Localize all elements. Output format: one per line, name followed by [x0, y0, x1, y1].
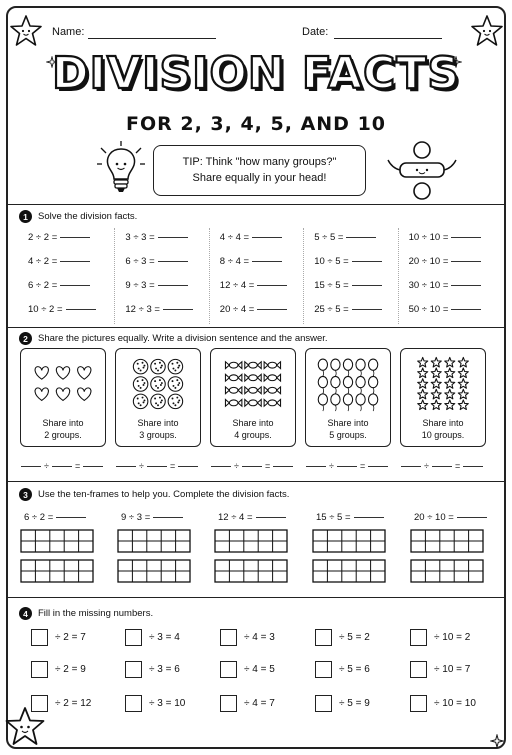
fact-text: 12 ÷ 4 =	[218, 512, 253, 523]
equals-sign: =	[454, 461, 461, 471]
missing-number-row	[410, 695, 476, 712]
section-1-heading	[19, 210, 137, 223]
equation-text: ÷ 10 = 2	[434, 632, 471, 643]
answer-blank[interactable]	[337, 466, 357, 467]
answer-blank[interactable]	[252, 261, 282, 262]
equation-text: ÷ 2 = 9	[55, 664, 86, 675]
tip-line-2: Share equally in your head!	[192, 172, 327, 184]
cookie-icon	[133, 377, 148, 392]
answer-blank[interactable]	[52, 466, 72, 467]
fact-text: 10 ÷ 2 =	[28, 304, 63, 315]
fact-row	[220, 276, 303, 300]
heart-icon	[35, 388, 48, 401]
balloon-icon	[318, 394, 327, 411]
answer-box[interactable]	[410, 695, 427, 712]
card-line-2: 10 groups.	[421, 430, 465, 440]
card-line-2: 3 groups.	[139, 430, 177, 440]
picture-group	[21, 355, 105, 413]
answer-blank[interactable]	[257, 285, 287, 286]
answer-blank[interactable]	[21, 466, 41, 467]
balloon-icon	[368, 359, 377, 376]
fact-text: 20 ÷ 10 =	[414, 512, 454, 523]
fact-row	[28, 300, 114, 324]
cookie-icon	[168, 394, 183, 409]
fact-text: 4 ÷ 4 =	[219, 232, 250, 243]
balloon-icon	[318, 359, 327, 376]
answer-blank[interactable]	[256, 517, 286, 518]
fact-text: 20 ÷ 4 =	[219, 304, 255, 315]
facts-column	[303, 228, 397, 324]
section-4-heading	[19, 607, 153, 620]
card-instruction	[306, 417, 390, 441]
section-divider	[8, 481, 504, 482]
answer-blank[interactable]	[451, 285, 481, 286]
cookie-icon	[151, 359, 166, 374]
answer-blank[interactable]	[273, 466, 293, 467]
star-icon	[418, 379, 428, 389]
star-icon	[445, 379, 455, 389]
answer-blank[interactable]	[346, 237, 376, 238]
answer-blank[interactable]	[56, 517, 86, 518]
card-instruction	[116, 417, 200, 441]
fact-row	[314, 276, 397, 300]
section-divider	[8, 597, 504, 598]
missing-number-row	[125, 661, 180, 678]
candy-icon	[264, 362, 280, 369]
ten-frame	[117, 559, 191, 583]
candy-icon	[245, 387, 261, 394]
fact-row	[125, 228, 208, 252]
equation-text: ÷ 4 = 3	[244, 632, 275, 643]
heart-icon	[35, 367, 48, 380]
fact-row	[28, 252, 114, 276]
division-sentence	[21, 461, 103, 471]
answer-blank[interactable]	[158, 261, 188, 262]
equals-sign: =	[264, 461, 271, 471]
equation-text: ÷ 5 = 6	[339, 664, 370, 675]
star-icon	[431, 400, 441, 410]
star-icon	[431, 389, 441, 399]
answer-blank[interactable]	[451, 309, 481, 310]
candy-icon	[225, 374, 241, 381]
star-mascot-icon	[470, 14, 504, 48]
fact-row	[314, 228, 397, 252]
equation-text: ÷ 3 = 6	[149, 664, 180, 675]
name-label: Name:	[52, 26, 85, 38]
divide-sign: ÷	[234, 461, 239, 471]
answer-box[interactable]	[125, 695, 142, 712]
answer-box[interactable]	[220, 695, 237, 712]
missing-number-row	[410, 661, 470, 678]
answer-blank[interactable]	[352, 261, 382, 262]
star-icon	[445, 389, 455, 399]
star-icon	[458, 379, 468, 389]
picture-group	[116, 355, 200, 413]
picture-card	[115, 348, 201, 447]
fact-text: 15 ÷ 5 =	[316, 512, 351, 523]
missing-number-row	[315, 695, 370, 712]
balloon-icon	[356, 394, 365, 411]
fact-row	[125, 252, 208, 276]
fact-text: 6 ÷ 2 =	[24, 512, 54, 523]
star-icon	[445, 357, 455, 367]
ten-frame	[312, 529, 386, 553]
missing-number-row	[31, 629, 86, 646]
balloon-icon	[368, 394, 377, 411]
ten-frame-fact	[24, 512, 86, 523]
card-line-1: Share into	[137, 418, 179, 428]
card-line-1: Share into	[232, 418, 274, 428]
equation-text: ÷ 10 = 7	[434, 664, 471, 675]
answer-box[interactable]	[220, 629, 237, 646]
equation-text: ÷ 5 = 9	[339, 698, 370, 709]
answer-blank[interactable]	[60, 261, 90, 262]
heart-icon	[56, 388, 69, 401]
missing-number-row	[315, 629, 370, 646]
section-number: 3	[19, 488, 32, 501]
name-field[interactable]	[88, 38, 216, 39]
ten-frame	[214, 529, 288, 553]
equals-sign: =	[169, 461, 176, 471]
division-sentence	[306, 461, 388, 471]
candy-icon	[225, 399, 241, 406]
fact-text: 15 ÷ 5 =	[314, 280, 349, 291]
divide-sign: ÷	[424, 461, 429, 471]
picture-group	[401, 355, 485, 413]
missing-number-row	[220, 695, 275, 712]
fact-text: 8 ÷ 4 =	[219, 256, 250, 267]
balloon-icon	[318, 376, 327, 393]
equation-text: ÷ 10 = 10	[434, 698, 476, 709]
fact-text: 20 ÷ 10 =	[408, 256, 449, 267]
balloon-icon	[356, 359, 365, 376]
equation-text: ÷ 2 = 12	[55, 698, 92, 709]
facts-column	[20, 228, 114, 324]
picture-card	[305, 348, 391, 447]
answer-box[interactable]	[315, 661, 332, 678]
answer-blank[interactable]	[60, 237, 90, 238]
answer-box[interactable]	[125, 629, 142, 646]
candy-icon	[264, 387, 280, 394]
card-instruction	[21, 417, 105, 441]
answer-blank[interactable]	[158, 285, 188, 286]
equation-text: ÷ 3 = 10	[149, 698, 186, 709]
equals-sign: =	[74, 461, 81, 471]
answer-blank[interactable]	[83, 466, 103, 467]
answer-blank[interactable]	[354, 517, 384, 518]
sparkle-icon	[490, 734, 504, 748]
star-mascot-icon	[9, 14, 43, 48]
fact-text: 6 ÷ 2 =	[28, 280, 58, 291]
ten-frame-fact	[414, 512, 487, 523]
fact-text: 50 ÷ 10 =	[408, 304, 449, 315]
answer-blank[interactable]	[463, 466, 483, 467]
balloon-icon	[368, 376, 377, 393]
fact-row	[409, 300, 492, 324]
heart-icon	[78, 388, 91, 401]
cookie-icon	[168, 377, 183, 392]
cookie-icon	[133, 359, 148, 374]
candy-icon	[245, 374, 261, 381]
date-label: Date:	[302, 26, 329, 38]
answer-box[interactable]	[220, 661, 237, 678]
missing-number-row	[220, 661, 275, 678]
cookie-icon	[133, 394, 148, 409]
card-line-1: Share into	[422, 418, 464, 428]
division-sign-mascot-icon	[382, 140, 462, 202]
candy-icon	[225, 362, 241, 369]
answer-box[interactable]	[315, 629, 332, 646]
star-icon	[418, 357, 428, 367]
fact-text: 12 ÷ 3 =	[125, 304, 160, 315]
star-icon	[458, 357, 468, 367]
fact-row	[314, 252, 397, 276]
ten-frame	[410, 529, 484, 553]
tip-line-1: TIP: Think "how many groups?"	[182, 156, 337, 168]
ten-frame-fact	[121, 512, 183, 523]
fact-text: 3 ÷ 3 =	[125, 232, 155, 243]
card-line-2: 5 groups.	[329, 430, 367, 440]
picture-card	[20, 348, 106, 447]
section-number: 2	[19, 332, 32, 345]
answer-blank[interactable]	[257, 309, 287, 310]
answer-box[interactable]	[410, 661, 427, 678]
ten-frame	[117, 529, 191, 553]
fact-text: 4 ÷ 2 =	[28, 256, 58, 267]
missing-number-row	[315, 661, 370, 678]
fact-row	[28, 228, 114, 252]
picture-group	[211, 355, 295, 413]
ten-frame	[214, 559, 288, 583]
equation-text: ÷ 2 = 7	[55, 632, 86, 643]
star-icon	[418, 389, 428, 399]
division-sentence	[401, 461, 483, 471]
facts-column	[209, 228, 303, 324]
missing-number-row	[125, 695, 185, 712]
fact-text: 30 ÷ 10 =	[408, 280, 449, 291]
equation-text: ÷ 4 = 5	[244, 664, 275, 675]
fact-text: 2 ÷ 2 =	[28, 232, 58, 243]
section-3-title: Use the ten-frames to help you. Complete the division facts.	[38, 489, 290, 500]
star-icon	[445, 368, 455, 378]
cookie-icon	[168, 359, 183, 374]
answer-box[interactable]	[31, 629, 48, 646]
fact-row	[125, 276, 208, 300]
fact-row	[125, 300, 208, 324]
answer-blank[interactable]	[242, 466, 262, 467]
section-number: 4	[19, 607, 32, 620]
fact-row	[220, 252, 303, 276]
missing-number-row	[31, 695, 91, 712]
equation-text: ÷ 4 = 7	[244, 698, 275, 709]
equation-text: ÷ 5 = 2	[339, 632, 370, 643]
answer-blank[interactable]	[451, 237, 481, 238]
missing-number-row	[31, 661, 86, 678]
heart-icon	[56, 367, 69, 380]
candy-icon	[245, 362, 261, 369]
answer-blank[interactable]	[211, 466, 231, 467]
section-2-heading	[19, 332, 328, 345]
card-instruction	[401, 417, 485, 441]
divide-sign: ÷	[44, 461, 49, 471]
facts-column	[114, 228, 208, 324]
candy-icon	[225, 387, 241, 394]
division-sentence	[116, 461, 198, 471]
answer-blank[interactable]	[116, 466, 136, 467]
lightbulb-icon	[95, 140, 147, 196]
section-2-title: Share the pictures equally. Write a division sentence and the answer.	[38, 333, 328, 344]
picture-group	[306, 355, 390, 413]
fact-row	[220, 228, 303, 252]
ten-frame	[312, 559, 386, 583]
star-icon	[431, 357, 441, 367]
ten-frame	[410, 559, 484, 583]
answer-blank[interactable]	[401, 466, 421, 467]
candy-icon	[264, 399, 280, 406]
fact-text: 10 ÷ 10 =	[408, 232, 449, 243]
answer-blank[interactable]	[306, 466, 326, 467]
missing-number-row	[125, 629, 180, 646]
fact-text: 6 ÷ 3 =	[125, 256, 155, 267]
answer-blank[interactable]	[153, 517, 183, 518]
answer-blank[interactable]	[432, 466, 452, 467]
facts-column	[398, 228, 492, 324]
equation-text: ÷ 3 = 4	[149, 632, 180, 643]
star-icon	[458, 400, 468, 410]
balloon-icon	[331, 394, 340, 411]
picture-card	[210, 348, 296, 447]
fact-row	[409, 276, 492, 300]
ten-frame	[20, 559, 94, 583]
star-icon	[445, 400, 455, 410]
candy-icon	[245, 399, 261, 406]
balloon-icon	[343, 359, 352, 376]
answer-blank[interactable]	[66, 309, 96, 310]
division-sentence	[211, 461, 293, 471]
fact-row	[28, 276, 114, 300]
tip-box	[153, 145, 366, 196]
answer-box[interactable]	[410, 629, 427, 646]
divide-sign: ÷	[139, 461, 144, 471]
answer-blank[interactable]	[451, 261, 481, 262]
fact-text: 10 ÷ 5 =	[314, 256, 349, 267]
fact-row	[220, 300, 303, 324]
cookie-icon	[151, 394, 166, 409]
cookie-icon	[151, 377, 166, 392]
star-icon	[458, 389, 468, 399]
answer-box[interactable]	[125, 661, 142, 678]
star-icon	[418, 368, 428, 378]
answer-blank[interactable]	[368, 466, 388, 467]
section-3-heading	[19, 488, 289, 501]
division-facts-grid	[20, 228, 492, 318]
answer-blank[interactable]	[178, 466, 198, 467]
answer-blank[interactable]	[252, 237, 282, 238]
star-mascot-icon	[4, 706, 46, 748]
answer-blank[interactable]	[158, 237, 188, 238]
page-title: DIVISION FACTS	[52, 48, 460, 99]
card-line-1: Share into	[327, 418, 369, 428]
card-line-1: Share into	[42, 418, 84, 428]
card-line-2: 2 groups.	[44, 430, 82, 440]
fact-row	[409, 252, 492, 276]
balloon-icon	[331, 359, 340, 376]
card-line-2: 4 groups.	[234, 430, 272, 440]
fact-text: 12 ÷ 4 =	[219, 280, 255, 291]
heart-icon	[78, 367, 91, 380]
balloon-icon	[356, 376, 365, 393]
star-icon	[418, 400, 428, 410]
balloon-icon	[331, 376, 340, 393]
ten-frame	[20, 529, 94, 553]
date-field[interactable]	[334, 38, 442, 39]
fact-row	[409, 228, 492, 252]
section-divider	[8, 204, 504, 205]
answer-blank[interactable]	[352, 309, 382, 310]
answer-blank[interactable]	[457, 517, 487, 518]
answer-blank[interactable]	[147, 466, 167, 467]
section-divider	[8, 327, 504, 328]
missing-number-row	[220, 629, 275, 646]
star-icon	[431, 379, 441, 389]
section-number: 1	[19, 210, 32, 223]
page-subtitle: FOR 2, 3, 4, 5, AND 10	[125, 113, 387, 135]
card-instruction	[211, 417, 295, 441]
fact-text: 9 ÷ 3 =	[125, 280, 155, 291]
answer-blank[interactable]	[163, 309, 193, 310]
candy-icon	[264, 374, 280, 381]
ten-frame-fact	[316, 512, 384, 523]
answer-blank[interactable]	[60, 285, 90, 286]
divide-sign: ÷	[329, 461, 334, 471]
fact-row	[314, 300, 397, 324]
balloon-icon	[343, 376, 352, 393]
section-1-title: Solve the division facts.	[38, 211, 138, 222]
missing-number-row	[410, 629, 470, 646]
fact-text: 25 ÷ 5 =	[314, 304, 349, 315]
answer-box[interactable]	[315, 695, 332, 712]
star-icon	[431, 368, 441, 378]
ten-frame-fact	[218, 512, 286, 523]
answer-blank[interactable]	[352, 285, 382, 286]
balloon-icon	[343, 394, 352, 411]
section-4-title: Fill in the missing numbers.	[38, 608, 154, 619]
equals-sign: =	[359, 461, 366, 471]
answer-box[interactable]	[31, 661, 48, 678]
star-icon	[458, 368, 468, 378]
answer-box[interactable]	[31, 695, 48, 712]
fact-text: 9 ÷ 3 =	[121, 512, 151, 523]
fact-text: 5 ÷ 5 =	[314, 232, 344, 243]
picture-card	[400, 348, 486, 447]
